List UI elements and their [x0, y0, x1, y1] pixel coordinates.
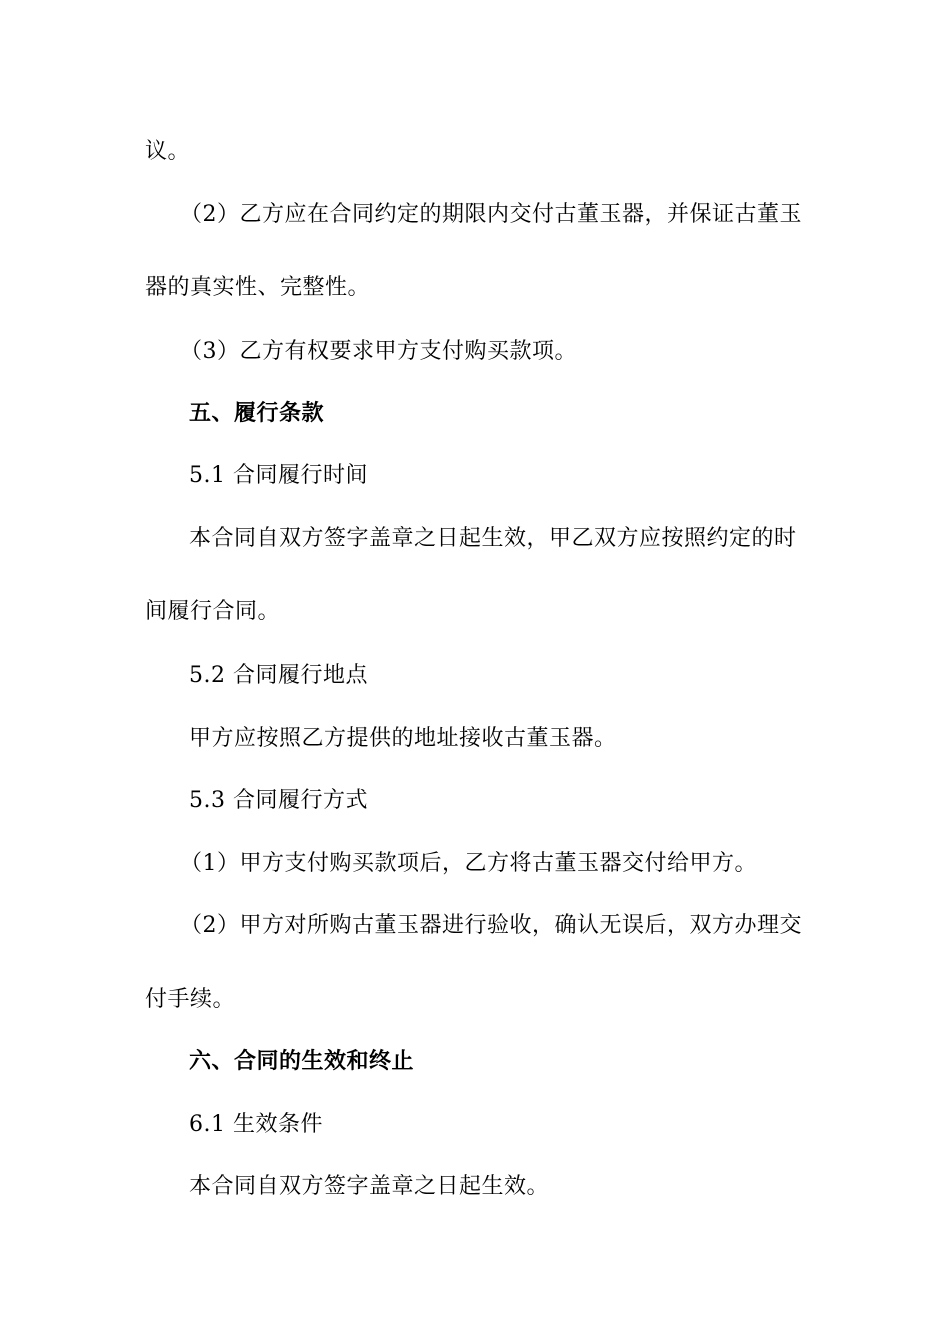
subsection-5-1-title: 5.1 合同履行时间 [189, 463, 368, 488]
paragraph-continuation: 议。 [145, 139, 191, 164]
section-heading-6: 六、合同的生效和终止 [189, 1049, 415, 1074]
section-heading-5: 五、履行条款 [189, 401, 325, 426]
subsection-5-1-text-line1: 本合同自双方签字盖章之日起生效，甲乙双方应按照约定的时 [189, 526, 797, 551]
subsection-5-3-item-1: （1）甲方支付购买款项后，乙方将古董玉器交付给甲方。 [180, 851, 757, 876]
clause-item-3: （3）乙方有权要求甲方支付购买款项。 [180, 339, 577, 364]
clause-item-2-line2: 器的真实性、完整性。 [145, 275, 371, 300]
subsection-5-2-text: 甲方应按照乙方提供的地址接收古董玉器。 [189, 726, 617, 751]
subsection-5-1-text-line2: 间履行合同。 [145, 599, 281, 624]
clause-item-2-line1: （2）乙方应在合同约定的期限内交付古董玉器，并保证古董玉 [180, 202, 802, 227]
subsection-5-3-item-2-line2: 付手续。 [145, 987, 236, 1012]
subsection-6-1-title: 6.1 生效条件 [189, 1112, 323, 1137]
subsection-5-3-item-2-line1: （2）甲方对所购古董玉器进行验收，确认无误后，双方办理交 [180, 913, 802, 938]
subsection-6-1-text: 本合同自双方签字盖章之日起生效。 [189, 1174, 550, 1199]
subsection-5-3-title: 5.3 合同履行方式 [189, 788, 368, 813]
subsection-5-2-title: 5.2 合同履行地点 [189, 663, 368, 688]
